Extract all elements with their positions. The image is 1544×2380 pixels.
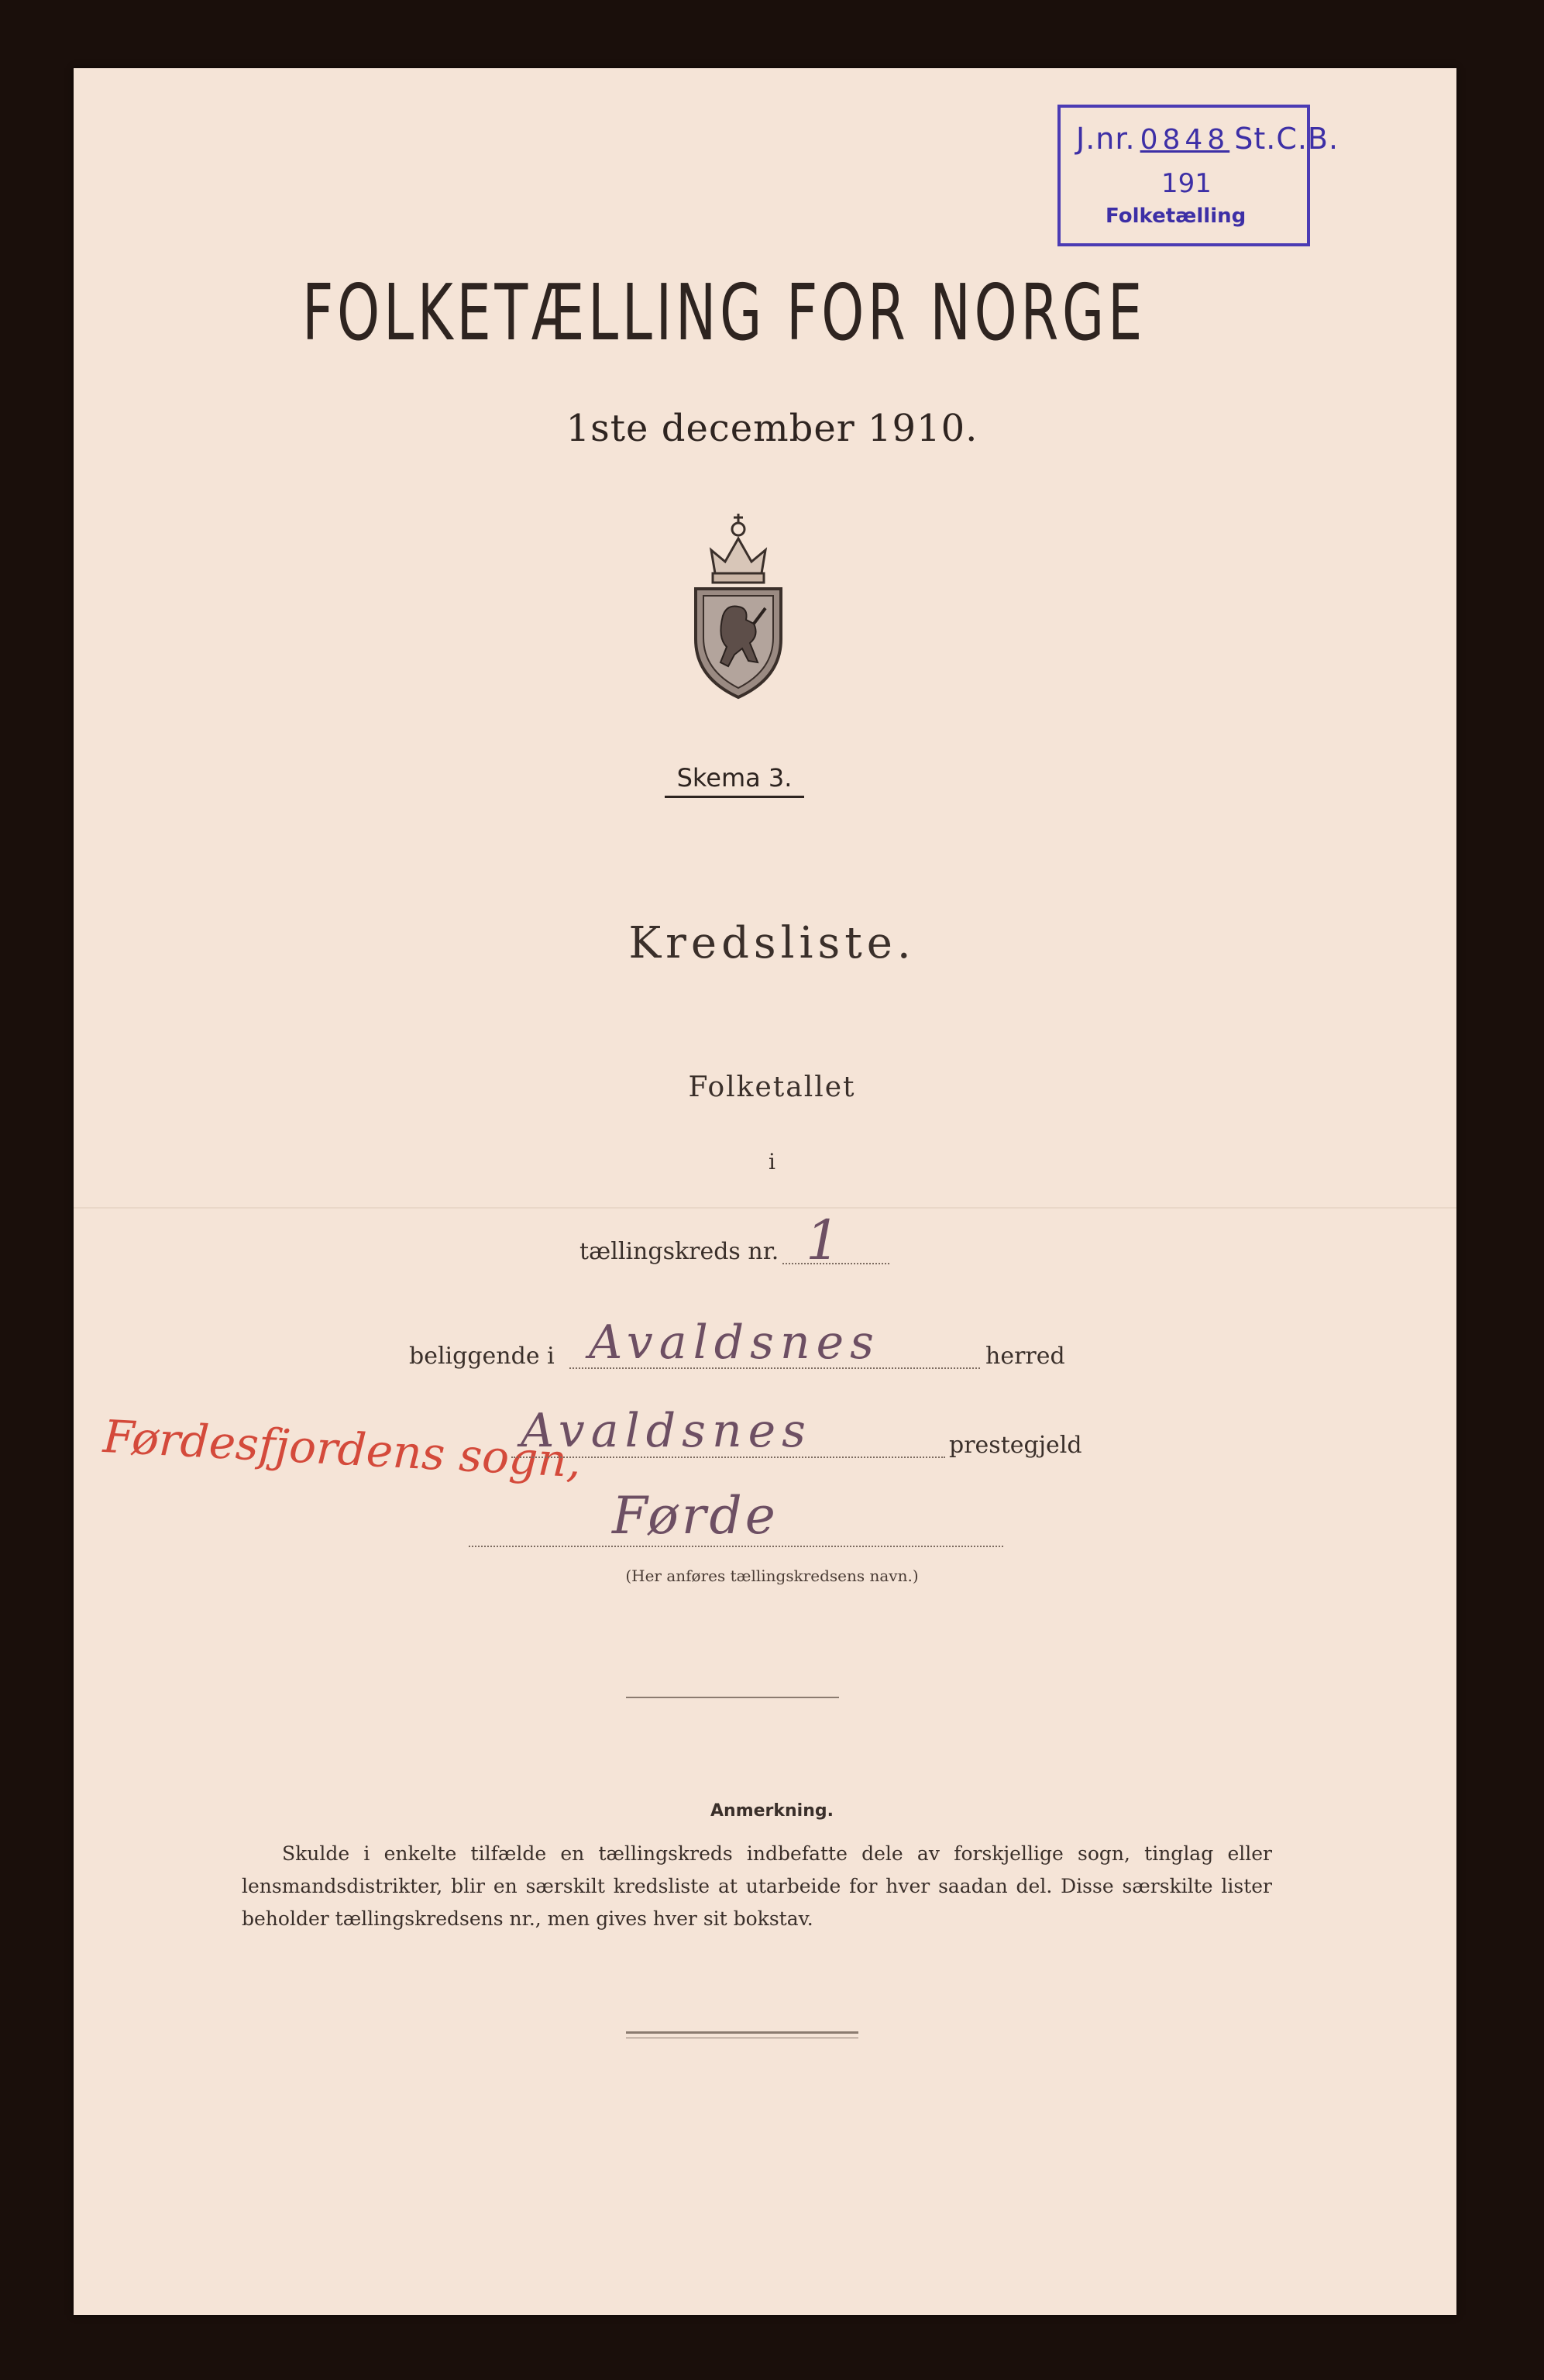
page-title: FOLKETÆLLING FOR NORGE <box>302 267 1146 358</box>
district-name-line <box>469 1546 1003 1547</box>
prestegjeld-label: prestegjeld <box>949 1432 1082 1459</box>
paper-fold <box>74 1207 1456 1209</box>
stamp-label: Folketælling <box>1106 205 1247 228</box>
district-name-caption: (Her anføres tællingskredsens navn.) <box>625 1567 919 1585</box>
herred-label: herred <box>985 1343 1065 1370</box>
located-value: Avaldsnes <box>589 1316 880 1370</box>
stamp-prefix: J.nr. <box>1076 122 1136 156</box>
stamp-number: 0848 <box>1140 124 1230 156</box>
parish-value-red: Førdesfjordens sogn, <box>101 1410 583 1488</box>
divider-top <box>626 1697 839 1698</box>
census-form-page <box>74 68 1456 2315</box>
district-name-value: Førde <box>612 1486 779 1546</box>
connector-text: i <box>769 1149 775 1175</box>
schema-number: Skema 3. <box>665 763 804 798</box>
parish-value: Avaldsnes <box>521 1404 812 1458</box>
form-subheading: Folketallet <box>688 1071 856 1103</box>
census-date: 1ste december 1910. <box>566 407 978 450</box>
registry-stamp <box>1057 105 1339 246</box>
stamp-year: 191 <box>1161 168 1212 199</box>
note-title: Anmerkning. <box>710 1801 834 1821</box>
district-number-label: tællingskreds nr. <box>579 1238 779 1265</box>
form-heading: Kredsliste. <box>628 918 916 968</box>
stamp-line-1 <box>1076 122 1339 156</box>
located-label: beliggende i <box>409 1343 555 1370</box>
coat-of-arms-icon <box>680 507 796 701</box>
district-number-value: 1 <box>806 1209 841 1272</box>
divider-bottom-1 <box>626 2031 858 2034</box>
note-text: Skulde i enkelte tilfælde en tællingskreds indbefatte dele av forskjellige sogn, tinglag eller lensmandsdistrikter, blir en særskilt kredsliste at utarbeide for hver saadan del. Disse særskilte lister beholder tællingskredsens nr., men gives hver sit bokstav. <box>242 1842 1272 1930</box>
stamp-suffix: St.C.B. <box>1234 122 1339 156</box>
